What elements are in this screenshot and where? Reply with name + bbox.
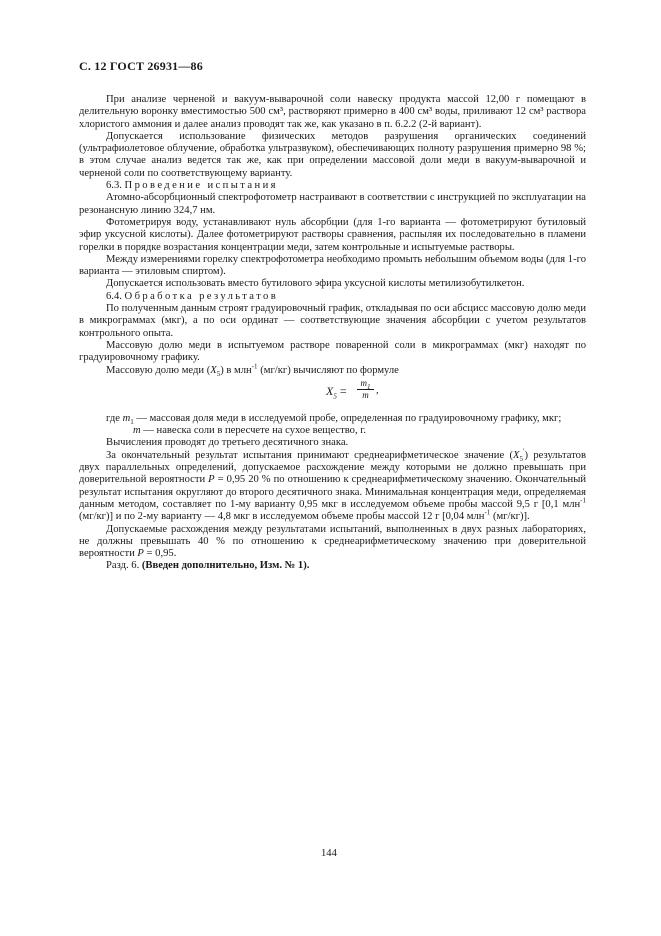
page-header: С. 12 ГОСТ 26931—86: [79, 59, 203, 73]
section-title: Обработка результатов: [124, 290, 279, 302]
paragraph-calculation-precision: Вычисления проводят до третьего десятичного знака.: [106, 437, 349, 449]
formula-where-m1: где $m_1$ — массовая доля меди в исследуемой пробе, определенная по градуировочному графику, мкг;: [106, 412, 562, 426]
paragraph-alternative-solvent: Допускается использовать вместо бутилового эфира уксусной кислоты метилизобутилкетон.: [106, 278, 525, 290]
paragraph-spectrophotometer: Атомно-абсорбционный спектрофотометр настраивают в соответствии с инструкцией по эксплуатации на резонансную линию 324,7 нм.: [79, 192, 586, 216]
page-number: 144: [321, 848, 337, 859]
section-heading-6-3: [79, 180, 586, 192]
section-number: 6.3.: [106, 180, 122, 192]
footer-note: Разд. 6. (Введен дополнительно, Изм. № 1).: [106, 560, 310, 572]
formula-denominator: m: [362, 389, 369, 400]
formula-numerator: $m_1$: [357, 378, 374, 390]
paragraph-physical-methods: Допускается использование физических методов разрушения органических соединений (ультрафиолетовое облучение, обработка ультразвуком), обеспечивающих полноту разрушения примерно 98 %; в этом случае анализ ведется так же, как при определении массовой доли меди в вакуум-выварочной и черненой соли по соответствующему варианту.: [79, 130, 586, 179]
paragraph-calibration-graph: По полученным данным строят градуировочный график, откладывая по оси абсцисс массовую долю меди в микрограммах (мкг), а по оси ординат — соответствующие значения абсорбции с учетом результатов контрольного опыта.: [79, 303, 586, 339]
paragraph-interlab-discrepancy: Допускаемые расхождения между результатами испытаний, выполненных в двух разных лабораториях, не должны превышать 40 % по отношению к среднеарифметическому значению при доверительной вероятности P = 0,95.: [79, 523, 586, 560]
formula-lhs: $X_5$ =: [326, 383, 347, 401]
paragraph-formula-intro: Массовую долю меди $(X_5)$ в млн$^{-1}$ (мг/кг) вычисляют по формуле: [106, 362, 399, 378]
paragraph-photometry: Фотометрируя воду, устанавливают нуль абсорбции (для 1-го варианта — фотометрируют бутиловый эфир уксусной кислоты). Далее фотометрируют растворы сравнения, распыляя их последовательно в пламени горелки в порядке возрастания концентрации меди, затем контрольные и испытуемые растворы.: [79, 216, 586, 253]
formula-where-m: m — навеска соли в пересчете на сухое вещество, г.: [133, 425, 367, 437]
paragraph-sample-preparation: При анализе черненой и вакуум-выварочной соли навеску продукта массой 12,00 г помещают в делительную воронку вместимостью 500 см³, растворяют примерно в 400 см³ воды, приливают 12 см³ раствора хлористого аммония и далее анализ проводят так же, как указано в п. 6.2.2 (2-й вариант).: [79, 94, 586, 130]
paragraph-final-result: За окончательный результат испытания принимают среднеарифметическое значение $(X_5')$ результатов двух параллельных определений, допускаемое расхождение между которыми не должно превышать при доверительной вероятности P = 0,95 20 % по отношению к среднеарифметическому значению. Окончательный результат испытания округляют до второго десятичного знака. Минимальная концентрация меди, определяемая данным методом, составляет по 1-му варианту 0,95 мкг в исследуемом объеме пробы массой 9,5 г [0,1 млн$^{-1}$ (мг/кг)] и по 2-му варианту — 4,8 мкг в исследуемом объеме пробы массой 12 г [0,04 млн$^{-1}$ (мг/кг)].: [79, 447, 586, 523]
formula-fraction: [357, 378, 374, 401]
paragraph-burner-rinse: Между измерениями горелку спектрофотометра необходимо промыть небольшим объемом воды (для 1-го варианта — этиловым спиртом).: [79, 253, 586, 278]
section-title: Проведение испытания: [124, 180, 278, 192]
formula-block: [79, 377, 586, 413]
formula-comma: ,: [376, 384, 379, 396]
paragraph-mass-fraction: Массовую долю меди в испытуемом растворе поваренной соли в микрограммах (мкг) находят по градуировочному графику.: [79, 339, 586, 364]
section-heading-6-4: [79, 291, 586, 303]
section-number: 6.4.: [106, 290, 122, 302]
document-body: [79, 94, 586, 573]
